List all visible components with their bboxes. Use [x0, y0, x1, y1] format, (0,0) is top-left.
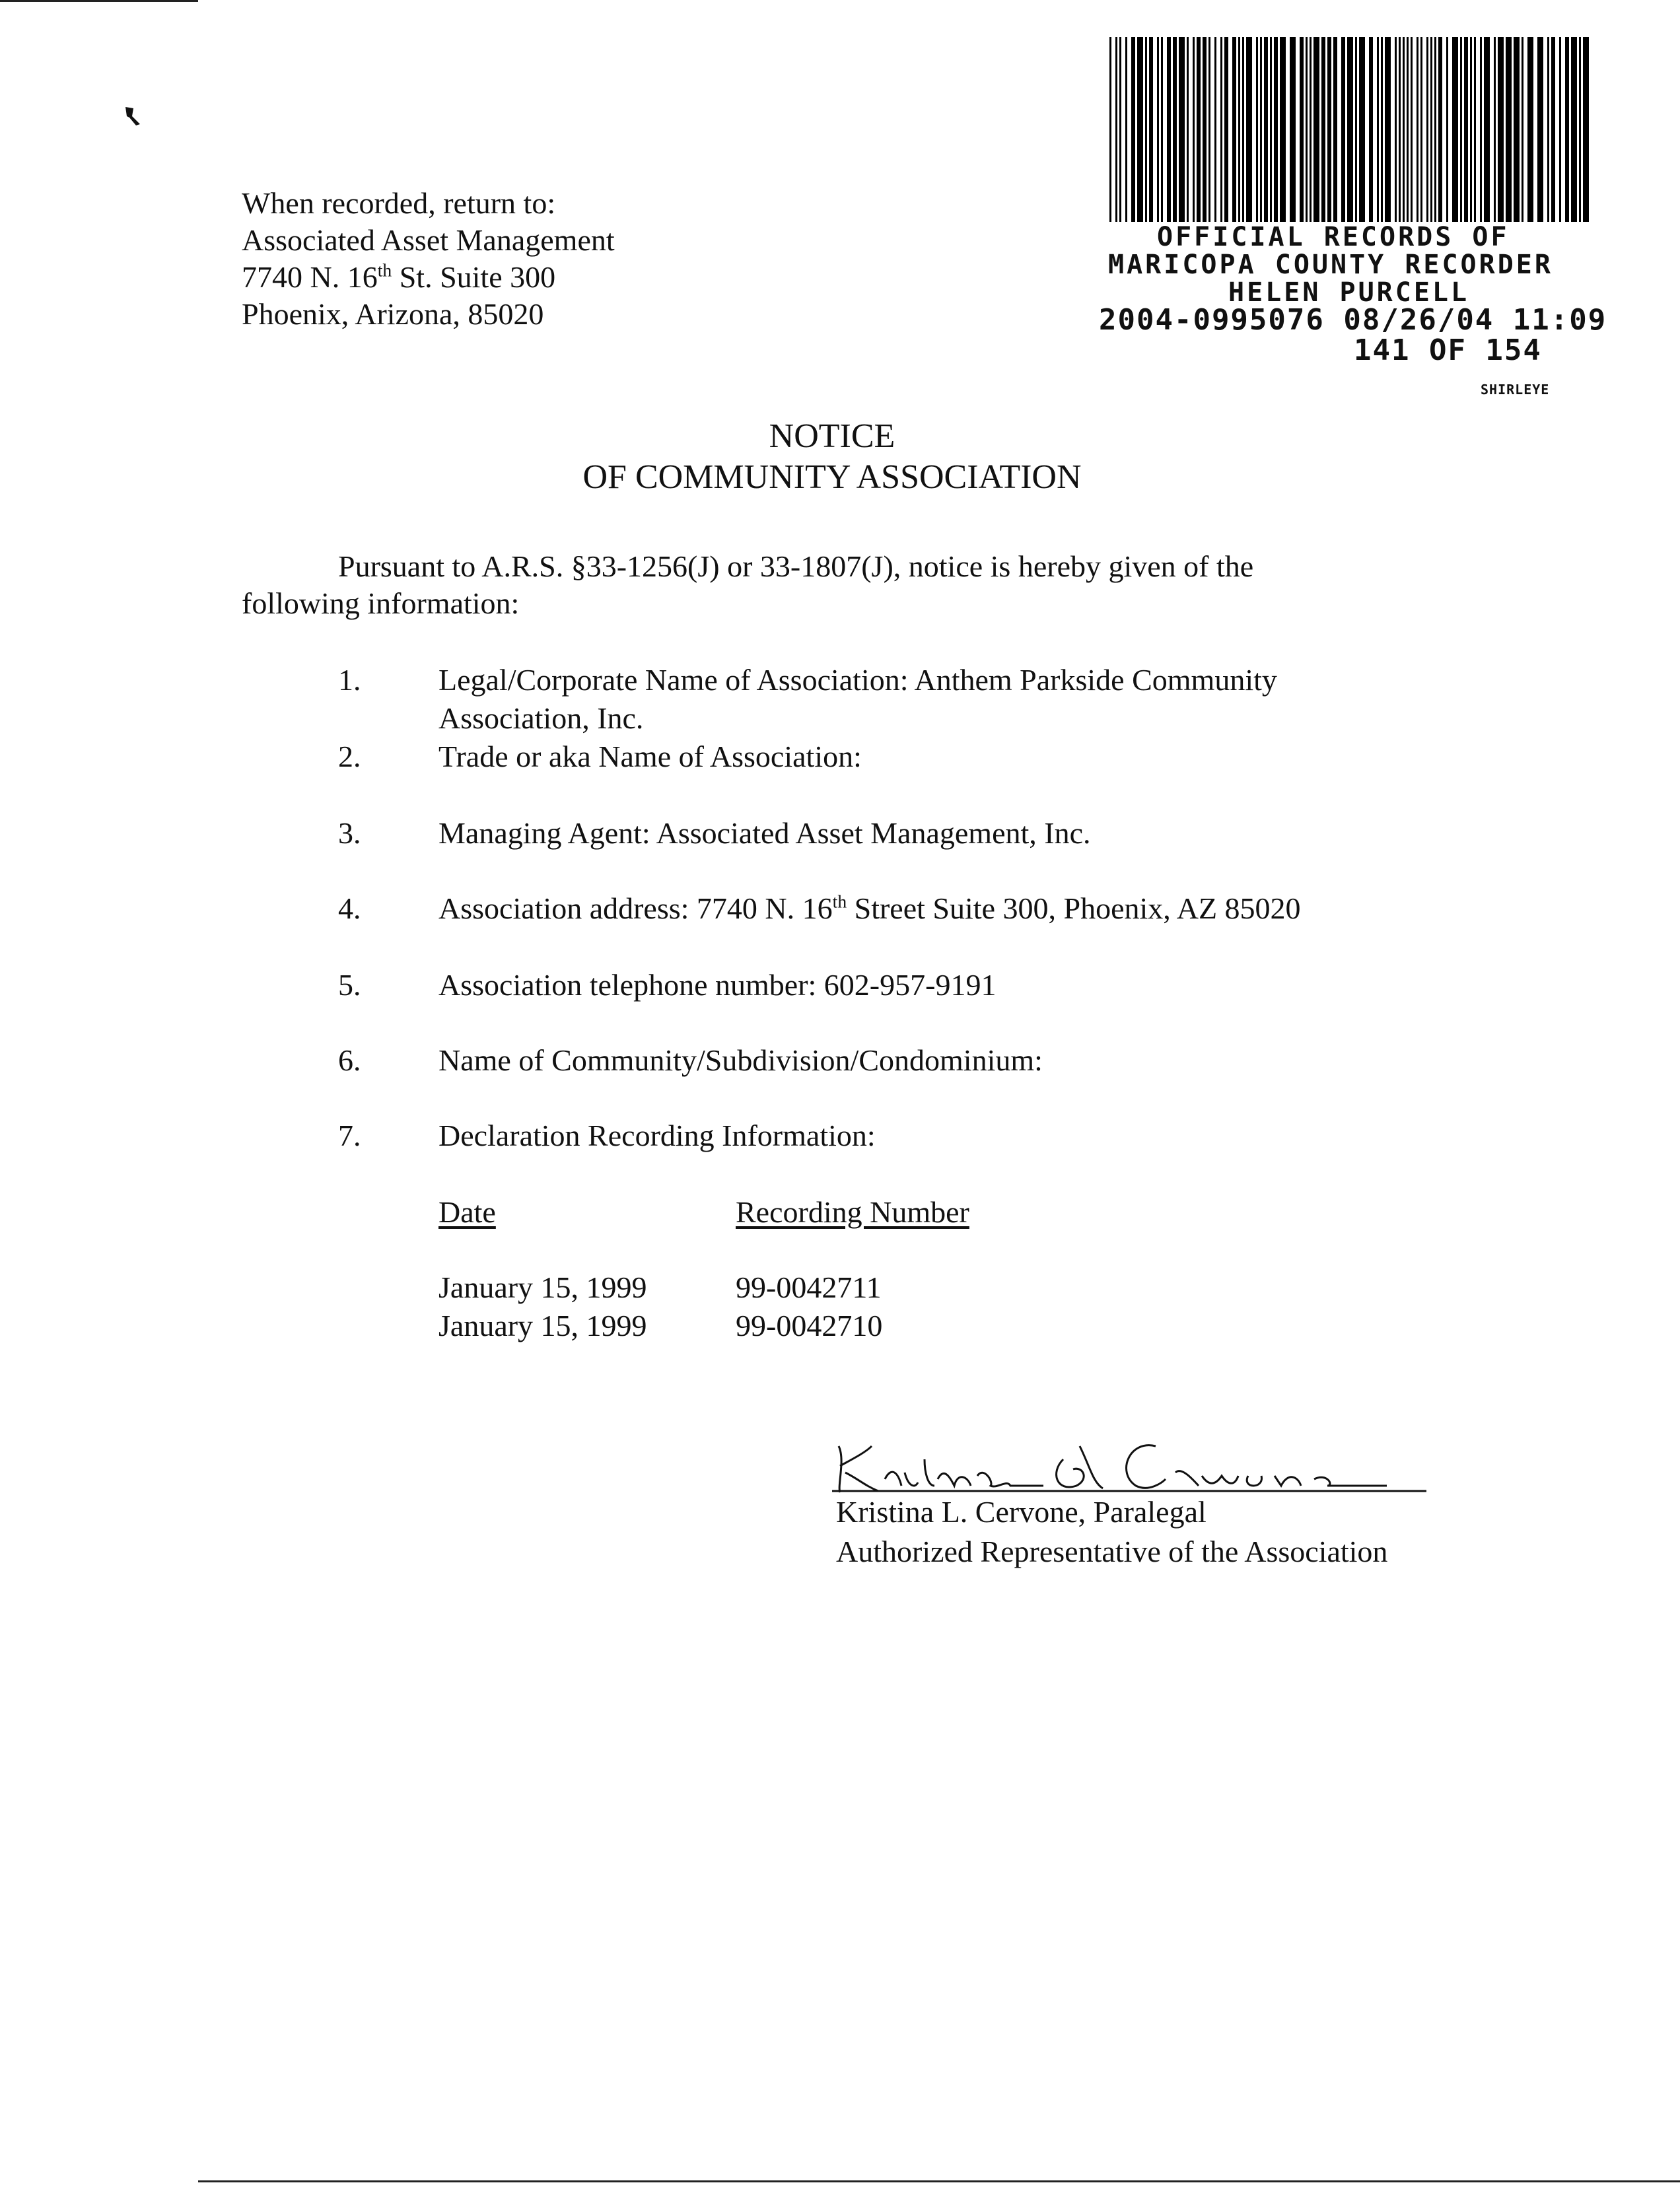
barcode-bar — [1411, 37, 1413, 222]
barcode-bar — [1547, 37, 1549, 222]
item-number: 7. — [338, 1119, 361, 1152]
item-text: Legal/Corporate Name of Association: Anthem Parkside Community — [438, 663, 1277, 697]
barcode-bar — [1137, 37, 1143, 222]
recording-number-date: 2004-0995076 08/26/04 11:09 — [1099, 303, 1607, 337]
return-heading: When recorded, return to: — [242, 186, 556, 220]
barcode-bar — [1407, 37, 1409, 222]
barcode-bar — [1208, 37, 1210, 222]
item-text: Name of Community/Subdivision/Condominium: — [438, 1043, 1043, 1077]
page-count: 141 OF 154 — [1354, 333, 1542, 367]
barcode-bar — [1579, 37, 1581, 222]
handwritten-signature — [825, 1420, 1433, 1506]
barcode-bar — [1246, 37, 1252, 222]
return-company: Associated Asset Management — [242, 223, 615, 257]
barcode-bar — [1446, 37, 1448, 222]
signer-role: Authorized Representative of the Association — [836, 1535, 1388, 1568]
item-number: 5. — [338, 968, 361, 1002]
row-2-recording-number: 99-0042710 — [736, 1309, 883, 1342]
barcode-bar — [1242, 37, 1244, 222]
barcode-bar — [1434, 37, 1436, 222]
barcode-bar — [1193, 37, 1195, 222]
barcode-bar — [1290, 37, 1296, 222]
barcode-bar — [1109, 37, 1111, 222]
barcode-bar — [1321, 37, 1325, 222]
barcode-bar — [1306, 37, 1308, 222]
barcode-bar — [1369, 37, 1373, 222]
barcode-bar — [1260, 37, 1262, 222]
barcode — [1107, 37, 1589, 222]
return-city: Phoenix, Arizona, 85020 — [242, 297, 544, 331]
barcode-bar — [1224, 37, 1228, 222]
barcode-bar — [1341, 37, 1345, 222]
barcode-bar — [1381, 37, 1383, 222]
barcode-bar — [1131, 37, 1135, 222]
intro-line-1: Pursuant to A.R.S. §33-1256(J) or 33-1807(J), notice is hereby given of the — [338, 549, 1254, 583]
barcode-bar — [1403, 37, 1405, 222]
barcode-bar — [1264, 37, 1268, 222]
barcode-bar — [1494, 37, 1496, 222]
barcode-bar — [1327, 37, 1331, 222]
barcode-bar — [1452, 37, 1458, 222]
barcode-bar — [1119, 37, 1121, 222]
recorder-line-2: MARICOPA COUNTY RECORDER — [1108, 250, 1553, 280]
barcode-bar — [1537, 37, 1543, 222]
item-number: 6. — [338, 1043, 361, 1077]
barcode-bar — [1149, 37, 1153, 222]
header-date: Date — [438, 1195, 496, 1229]
barcode-bar — [1238, 37, 1240, 222]
title-line-1: NOTICE — [769, 417, 895, 455]
item-number: 3. — [338, 816, 361, 850]
barcode-bar — [1565, 37, 1569, 222]
barcode-bar — [1274, 37, 1278, 222]
item-number: 2. — [338, 740, 361, 773]
barcode-bar — [1470, 37, 1472, 222]
barcode-bar — [1498, 37, 1504, 222]
item-number: 4. — [338, 891, 361, 925]
scan-artifact-mark — [124, 106, 141, 127]
barcode-bar — [1527, 37, 1533, 222]
header-recording-number: Recording Number — [736, 1195, 969, 1229]
barcode-bar — [1355, 37, 1357, 222]
barcode-bar — [1333, 37, 1337, 222]
recorder-line-1: OFFICIAL RECORDS OF — [1157, 222, 1510, 252]
item-text-continued: Association, Inc. — [438, 701, 644, 735]
barcode-bar — [1280, 37, 1286, 222]
row-1-recording-number: 99-0042711 — [736, 1270, 882, 1304]
barcode-bar — [1377, 37, 1379, 222]
barcode-bar — [1395, 37, 1397, 222]
barcode-bar — [1313, 37, 1319, 222]
barcode-bar — [1417, 37, 1418, 222]
barcode-bar — [1420, 37, 1422, 222]
barcode-bar — [1514, 37, 1520, 222]
barcode-bar — [1426, 37, 1428, 222]
item-text: Managing Agent: Associated Asset Management, Inc. — [438, 816, 1091, 850]
barcode-bar — [1464, 37, 1468, 222]
barcode-bar — [1145, 37, 1147, 222]
barcode-bar — [1197, 37, 1201, 222]
barcode-bar — [1256, 37, 1258, 222]
barcode-bar — [1583, 37, 1589, 222]
barcode-bar — [1480, 37, 1482, 222]
barcode-bar — [1300, 37, 1304, 222]
barcode-bar — [1522, 37, 1523, 222]
barcode-bar — [1125, 37, 1127, 222]
intro-paragraph — [242, 548, 1430, 622]
barcode-bar — [1214, 37, 1216, 222]
barcode-bar — [1347, 37, 1353, 222]
item-text: Association telephone number: 602-957-9191 — [438, 968, 997, 1002]
barcode-bar — [1167, 37, 1171, 222]
recorder-line-3: HELEN PURCELL — [1228, 277, 1470, 308]
item-text: Trade or aka Name of Association: — [438, 740, 862, 773]
row-2-date: January 15, 1999 — [438, 1309, 647, 1342]
barcode-bar — [1359, 37, 1365, 222]
barcode-bar — [1232, 37, 1236, 222]
item-text: Association address: 7740 N. 16th Street Suite 300, Phoenix, AZ 85020 — [438, 891, 1301, 925]
barcode-bar — [1484, 37, 1490, 222]
row-1-date: January 15, 1999 — [438, 1270, 647, 1304]
item-text: Declaration Recording Information: — [438, 1119, 876, 1152]
barcode-bar — [1460, 37, 1462, 222]
bottom-scan-line — [198, 2180, 1680, 2182]
title-line-2: OF COMMUNITY ASSOCIATION — [582, 458, 1082, 496]
barcode-bar — [1187, 37, 1189, 222]
barcode-bar — [1506, 37, 1512, 222]
intro-line-2: following information: — [242, 586, 520, 620]
clerk-id: SHIRLEYE — [1481, 382, 1550, 398]
barcode-bar — [1115, 37, 1117, 222]
barcode-bar — [1438, 37, 1442, 222]
signer-name: Kristina L. Cervone, Paralegal — [836, 1495, 1207, 1529]
barcode-bar — [1220, 37, 1222, 222]
barcode-bar — [1399, 37, 1401, 222]
barcode-bar — [1571, 37, 1577, 222]
barcode-bar — [1310, 37, 1312, 222]
barcode-bar — [1270, 37, 1272, 222]
barcode-bar — [1173, 37, 1177, 222]
barcode-bar — [1203, 37, 1207, 222]
recorder-stamp — [1096, 222, 1607, 398]
barcode-bar — [1161, 37, 1163, 222]
top-scan-line — [0, 0, 198, 2]
return-address-block — [242, 185, 615, 333]
barcode-bar — [1157, 37, 1159, 222]
barcode-bar — [1385, 37, 1391, 222]
return-street: 7740 N. 16th St. Suite 300 — [242, 260, 556, 294]
barcode-bar — [1474, 37, 1476, 222]
barcode-bar — [1179, 37, 1185, 222]
item-number: 1. — [338, 663, 361, 697]
barcode-bar — [1559, 37, 1561, 222]
barcode-bar — [1430, 37, 1432, 222]
document-title — [0, 416, 1664, 498]
barcode-bar — [1551, 37, 1555, 222]
